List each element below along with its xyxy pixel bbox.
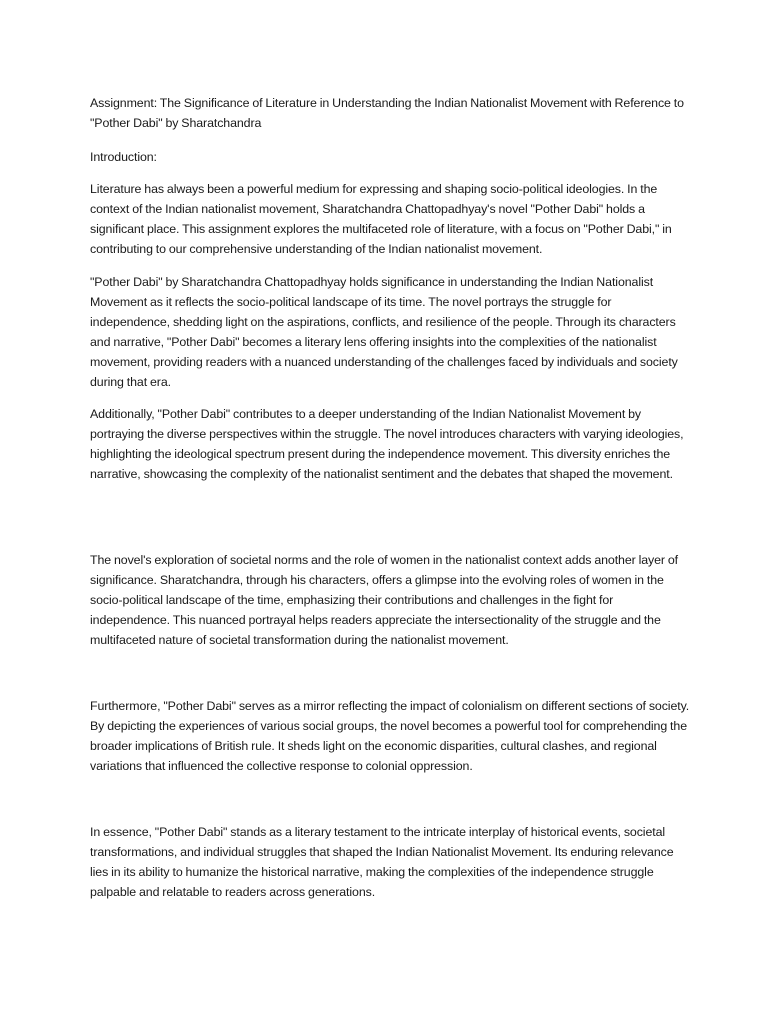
paragraph-significance: "Pother Dabi" by Sharatchandra Chattopadhyay holds significance in understanding the Indian Nationalist Movement as it reflects the socio-political landscape of its time. The novel portrays the struggle for independence, shedding light on the aspirations, conflicts, and resilience of the people. Through its characters and narrative, "Pother Dabi" becomes a literary lens offering insights into the complexities of the nationalist movement, providing readers with a nuanced understanding of the challenges faced by individuals and society during that era. [90, 275, 678, 389]
paragraph-conclusion: In essence, "Pother Dabi" stands as a literary testament to the intricate interplay of historical events, societal transformations, and individual struggles that shaped the Indian Nationalist Movement. Its enduring relevance lies in its ability to humanize the historical narrative, making the complexities of the independence struggle palpable and relatable to readers across generations. [90, 825, 674, 899]
paragraph-introduction: Literature has always been a powerful medium for expressing and shaping socio-political ideologies. In the context of the Indian nationalist movement, Sharatchandra Chattopadhyay's novel "Pother Dabi" holds a significant place. This assignment explores the multifaceted role of literature, with a focus on "Pother Dabi," in contributing to our comprehensive understanding of the Indian nationalist movement. [90, 182, 672, 256]
document-title: Assignment: The Significance of Literature in Understanding the Indian Nationalist Movement with Reference to "Pother Dabi" by Sharatchandra [90, 96, 684, 130]
paragraph-perspectives: Additionally, "Pother Dabi" contributes to a deeper understanding of the Indian Nationalist Movement by portraying the diverse perspectives within the struggle. The novel introduces characters with varying ideologies, highlighting the ideological spectrum present during the independence movement. This diversity enriches the narrative, showcasing the complexity of the nationalist sentiment and the debates that shaped the movement. [90, 407, 684, 481]
paragraph-colonialism: Furthermore, "Pother Dabi" serves as a mirror reflecting the impact of colonialism on different sections of society. By depicting the experiences of various social groups, the novel becomes a powerful tool for comprehending the broader implications of British rule. It sheds light on the economic disparities, cultural clashes, and regional variations that influenced the collective response to colonial oppression. [90, 699, 690, 773]
paragraph-women-role: The novel's exploration of societal norms and the role of women in the nationalist context adds another layer of significance. Sharatchandra, through his characters, offers a glimpse into the evolving roles of women in the socio-political landscape of the time, emphasizing their contributions and challenges in the fight for independence. This nuanced portrayal helps readers appreciate the intersectionality of the struggle and the multifaceted nature of societal transformation during the nationalist movement. [90, 553, 679, 647]
introduction-heading: Introduction: [90, 150, 157, 164]
